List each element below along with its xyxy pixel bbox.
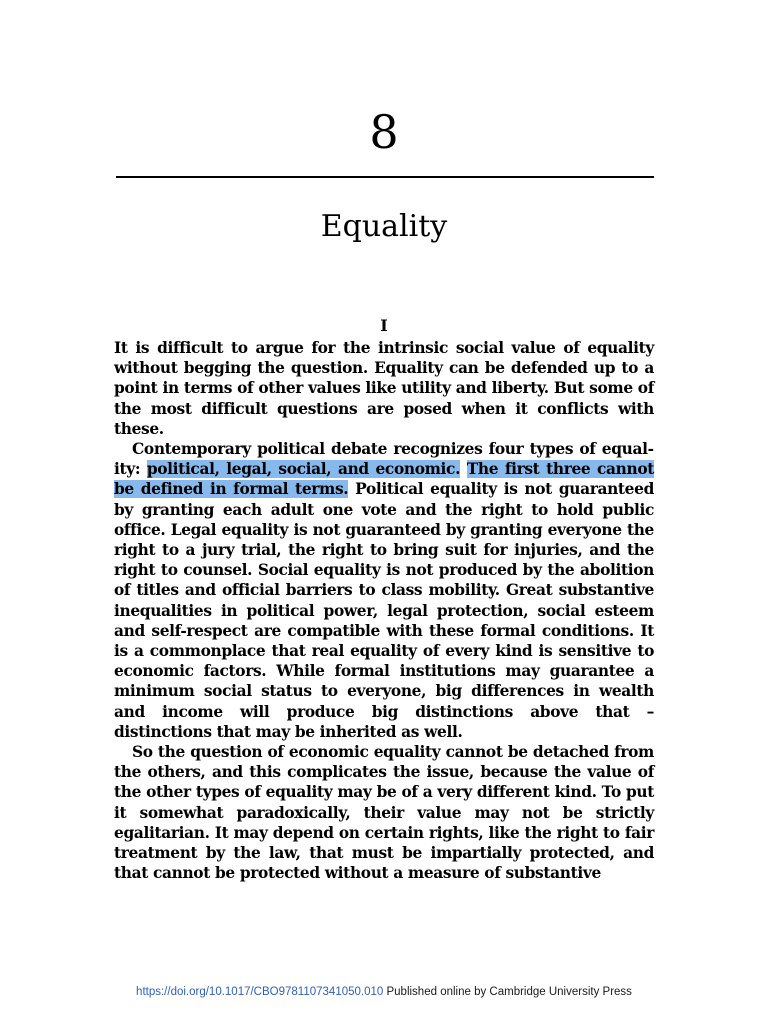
highlighted-text-types[interactable]: political, legal, social, and economic. [146, 460, 461, 479]
section-numeral: I [380, 316, 388, 335]
published-online-text: Published online by Cambridge University Press [386, 986, 632, 998]
paragraph-3: So the question of economic equality cannot be detached from the others, and this complicates the issue, because the value of the other types of equality may be of a very different kind. To put it somewhat paradoxically, their value may not be strictly egalitarian. It may depend on certain rights, like the right to fair treatment by the law, that must be impartially protected, and that cannot be protected without a measure of substantive [114, 743, 654, 883]
highlighted-text-formal-terms[interactable]: The first three cannot be defined in formal terms. [114, 460, 654, 499]
page-footer [0, 986, 768, 998]
paragraph-2-intro: Contemporary political debate recognizes four types of equality: [114, 440, 654, 479]
chapter-title: Equality [320, 209, 448, 244]
paragraph-2 [114, 439, 654, 742]
paragraph-2-rest: Political equality is not guaranteed by granting each adult one vote and the right to hold public office. Legal equality is not guaranteed by granting everyone the right to a jury trial, the right to bring suit for injuries, and the right to counsel. Social equality is not produced by the abolition of titles and official barriers to class mobility. Great substantive inequalities in political power, legal protection, social esteem and self-respect are compatible with these formal conditions. It is a commonplace that real equality of every kind is sensitive to economic factors. While formal institutions may guarantee a minimum social status to everyone, big differences in wealth and income will produce big distinctions above that – distinctions that may be inherited as well. [114, 480, 654, 741]
paragraph-1: It is difficult to argue for the intrinsic social value of equality without begging the question. Equality can be defended up to a point in terms of other values like utility and liberty. But some of the most difficult questions are posed when it conflicts with these. [114, 339, 654, 438]
doi-link[interactable]: https://doi.org/10.1017/CBO9781107341050.010 [136, 986, 384, 998]
chapter-divider [116, 176, 654, 178]
body-text [114, 338, 654, 883]
chapter-number: 8 [369, 105, 399, 159]
